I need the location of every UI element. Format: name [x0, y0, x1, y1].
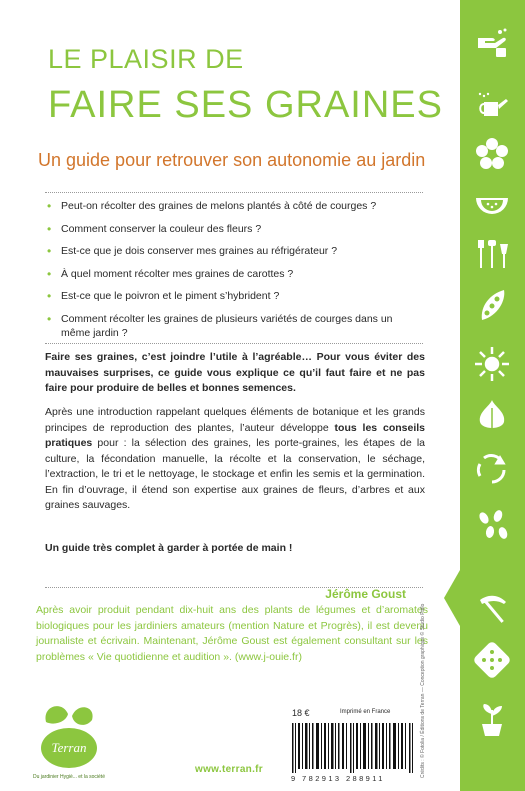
isbn-barcode	[290, 723, 418, 773]
sun-icon	[472, 344, 512, 384]
isbn-number: 9 782913 288911	[291, 774, 385, 783]
icon-sidebar	[460, 0, 525, 791]
questions-box	[45, 192, 423, 344]
pea-pod-icon	[472, 286, 512, 326]
dice-icon	[472, 640, 512, 680]
recycle-icon	[472, 448, 512, 488]
body-text-start: Après une introduction rappelant quelques éléments de botanique et les grands principes de reproduction des plantes, l’auteur développe	[45, 406, 425, 434]
questions-list	[45, 193, 423, 340]
flower-icon	[472, 134, 512, 174]
publisher-website: www.terran.fr	[195, 764, 263, 775]
publisher-tagline: Du jardinier Hygiè... et la société	[33, 774, 105, 780]
title-line-2: FAIRE SES GRAINES	[48, 84, 443, 126]
question-item: • Peut-on récolter des graines de melons plantés à côté de courges ?	[45, 199, 423, 213]
publisher-logo	[36, 700, 102, 777]
author-name: Jérôme Goust	[325, 587, 406, 601]
printed-in: Imprimé en France	[340, 709, 391, 715]
question-item: • Comment récolter les graines de plusieurs variétés de courges dans un même jardin ?	[45, 312, 423, 340]
seeds-icon	[472, 506, 512, 546]
melon-slice-icon	[472, 184, 512, 224]
potted-plant-icon	[472, 700, 512, 740]
garden-tools-icon	[472, 234, 512, 274]
intro-paragraph: Faire ses graines, c’est joindre l’utile à l’agréable… Pour vous éviter des mauvaises surprises, ce guide vous explique ce qu’il faut faire et ne pas faire pour produire de belles et bonnes semences.	[45, 351, 425, 394]
watering-can-icon	[472, 86, 512, 126]
question-item: • À quel moment récolter mes graines de carottes ?	[45, 267, 423, 281]
question-item: • Est-ce que je dois conserver mes graines au réfrigérateur ?	[45, 244, 423, 258]
subtitle: Un guide pour retrouver son autonomie au jardin	[38, 150, 426, 170]
photo-credits: Crédits : © Fotolia / Éditions de Terran — Conception graphique © Studio Pollo	[420, 603, 426, 778]
question-item: • Comment conserver la couleur des fleurs ?	[45, 222, 423, 236]
author-bio: Après avoir produit pendant dix-huit ans des plants de légumes et d’aromates biologiques pour les jardiniers amateurs (mention Nature et Progrès), il est devenu journaliste et écrivain. Maintenant, Jérôme Goust est également consultant sur les problèmes « Vie quotidienne et audition ». (www.j-ouie.fr)	[36, 604, 428, 663]
body-highlight: tous les conseils pratiques	[45, 421, 426, 449]
pickaxe-icon	[472, 590, 512, 630]
logo-wordmark: Terran	[51, 740, 87, 755]
price: 18 €	[292, 708, 310, 718]
onion-icon	[472, 396, 512, 436]
title-line-1: LE PLAISIR DE	[48, 44, 244, 74]
conclusion-paragraph: Un guide très complet à garder à portée de main !	[45, 542, 293, 554]
question-item: • Est-ce que le poivron et le piment s’hybrident ?	[45, 289, 423, 303]
body-text-end: pour : la sélection des graines, les porte-graines, les étapes de la culture, la fécondation manuelle, la récolte et la conservation, le séchage, l’extraction, le tri et le nettoyage, le stockage et enfin les semis et la germination. En fin d’ouvrage, il étend son expertise aux graines de fleurs, d’arbres et aux graines sauvages.	[45, 437, 425, 511]
body-paragraph	[45, 405, 425, 514]
sidebar-pointer	[444, 570, 460, 626]
hand-seed-icon	[472, 22, 512, 62]
